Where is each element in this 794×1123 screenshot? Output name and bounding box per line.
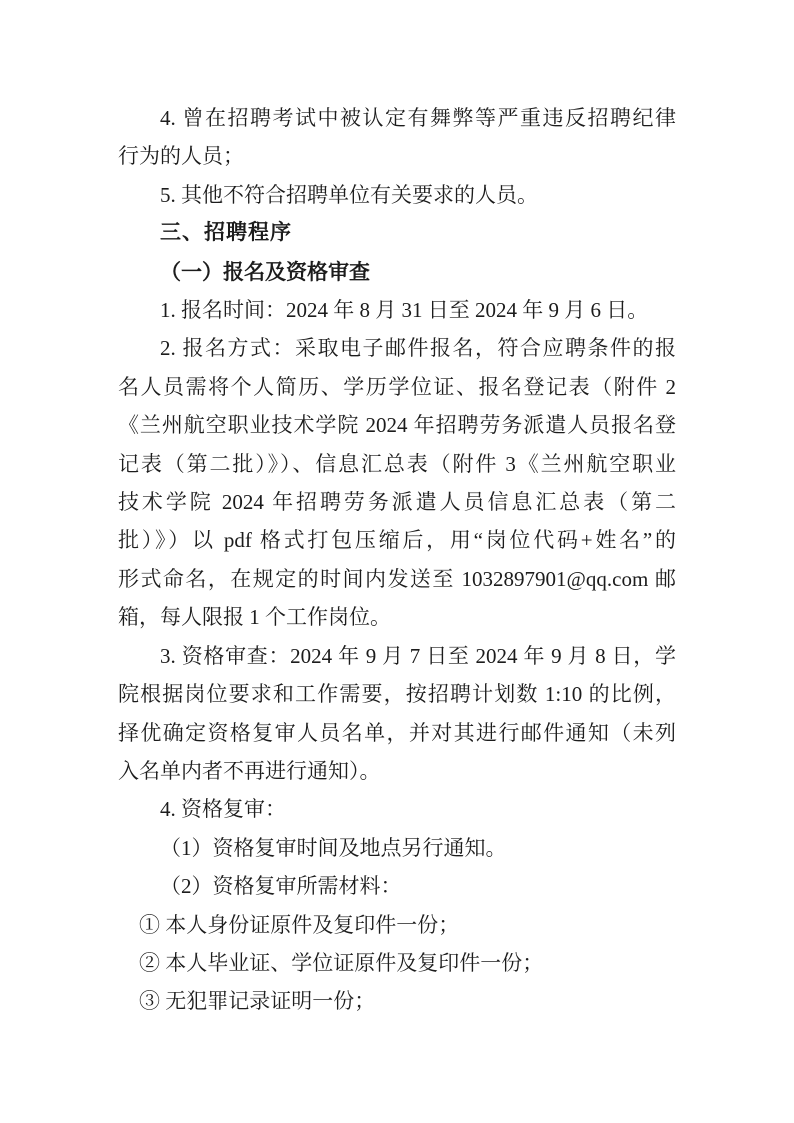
paragraph bbox=[118, 329, 676, 636]
text-line: 三、招聘程序 bbox=[160, 221, 292, 245]
subsection-heading bbox=[118, 253, 676, 291]
text-line: 4. 资格复审： bbox=[160, 797, 286, 822]
text-line: 2. 报名方式：采取电子邮件报名，符合应聘条件的报 bbox=[160, 336, 676, 361]
text-line: 择优确定资格复审人员名单，并对其进行邮件通知（未列 bbox=[118, 720, 676, 745]
paragraph bbox=[118, 637, 676, 791]
paragraph bbox=[118, 829, 676, 867]
text-line: 形式命名，在规定的时间内发送至 1032897901@qq.com 邮 bbox=[118, 566, 676, 591]
text-line: 1. 报名时间：2024 年 8 月 31 日至 2024 年 9 月 6 日。 bbox=[160, 298, 649, 323]
text-line: 4. 曾在招聘考试中被认定有舞弊等严重违反招聘纪律 bbox=[160, 106, 676, 130]
text-line: 记表（第二批）》）、信息汇总表（附件 3《兰州航空职业 bbox=[118, 451, 676, 476]
text-line: ② 本人毕业证、学位证原件及复印件一份； bbox=[139, 950, 544, 975]
paragraph bbox=[118, 790, 676, 828]
text-line: ① 本人身份证原件及复印件一份； bbox=[139, 912, 460, 937]
text-line: 院根据岗位要求和工作需要，按招聘计划数 1:10 的比例， bbox=[118, 682, 676, 707]
text-line: 批）》）以 pdf 格式打包压缩后，用“岗位代码+姓名”的 bbox=[118, 528, 676, 553]
paragraph bbox=[118, 176, 676, 214]
text-line: 3. 资格审查：2024 年 9 月 7 日至 2024 年 9 月 8 日，学 bbox=[160, 643, 676, 668]
paragraph bbox=[118, 944, 676, 982]
text-line: （1）资格复审时间及地点另行通知。 bbox=[160, 835, 507, 860]
text-line: （2）资格复审所需材料： bbox=[160, 874, 402, 899]
paragraph bbox=[118, 867, 676, 905]
text-line: （一）报名及资格审查 bbox=[160, 259, 370, 284]
paragraph bbox=[118, 906, 676, 944]
section-heading bbox=[118, 214, 676, 252]
document-content bbox=[118, 99, 676, 1021]
text-line: 入名单内者不再进行通知）。 bbox=[118, 758, 381, 783]
paragraph bbox=[118, 982, 676, 1020]
paragraph bbox=[118, 291, 676, 329]
text-line: 名人员需将个人简历、学历学位证、报名登记表（附件 2 bbox=[118, 374, 676, 399]
text-line: 箱，每人限报 1 个工作岗位。 bbox=[118, 605, 391, 630]
text-line: 5. 其他不符合招聘单位有关要求的人员。 bbox=[160, 182, 538, 207]
text-line: 技术学院 2024 年招聘劳务派遣人员信息汇总表（第二 bbox=[118, 490, 676, 515]
paragraph bbox=[118, 99, 676, 176]
text-line: 《兰州航空职业技术学院 2024 年招聘劳务派遣人员报名登 bbox=[118, 413, 676, 438]
text-line: ③ 无犯罪记录证明一份； bbox=[139, 989, 376, 1014]
text-line: 行为的人员； bbox=[118, 144, 244, 169]
